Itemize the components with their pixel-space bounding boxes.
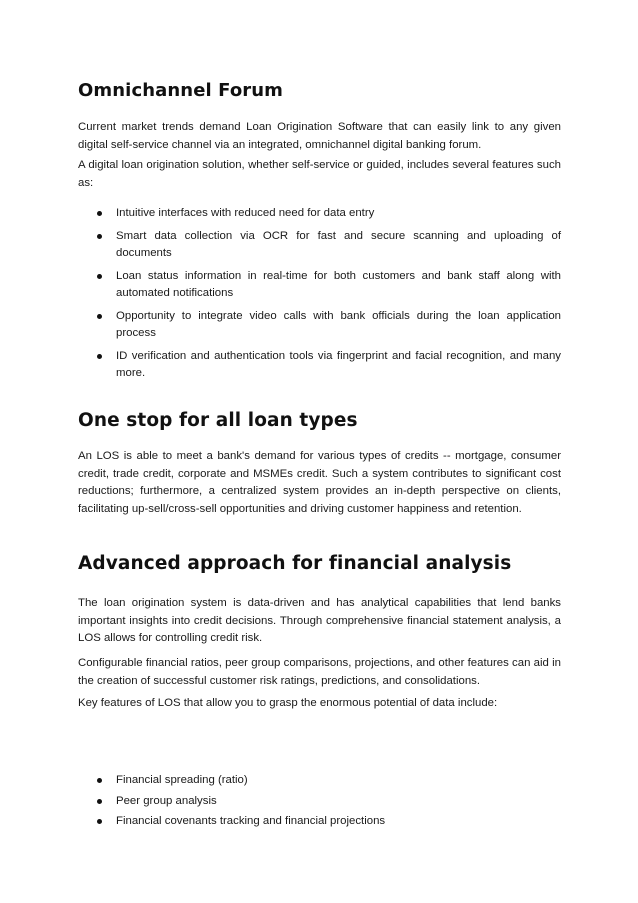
advanced-bullet-list <box>78 772 561 834</box>
bullet-icon <box>97 234 102 239</box>
list-item <box>78 308 561 343</box>
omnichannel-paragraph-1 <box>78 119 561 154</box>
list-item-text: Intuitive interfaces with reduced need for data entry <box>116 207 375 219</box>
bullet-icon <box>97 819 102 824</box>
bullet-icon <box>97 799 102 804</box>
advanced-paragraph-1 <box>78 595 561 648</box>
omnichannel-bullet-list <box>78 205 561 388</box>
bullet-icon <box>97 211 102 216</box>
list-item <box>78 268 561 303</box>
list-item <box>78 228 561 263</box>
list-item <box>78 205 561 223</box>
paragraph-text: The loan origination system is data-driven and has analytical capabilities that lend banks important insights into credit decisions. Through comprehensive financial statement analysis, a LOS allows for controlling credit risk. <box>78 597 561 644</box>
list-item <box>78 813 561 831</box>
list-item <box>78 772 561 790</box>
bullet-icon <box>97 778 102 783</box>
list-item <box>78 793 561 811</box>
paragraph-text: Current market trends demand Loan Origination Software that can easily link to any given digital self-service channel via an integrated, omnichannel digital banking forum. <box>78 121 561 151</box>
list-item-text: Peer group analysis <box>116 794 217 807</box>
paragraph-text: An LOS is able to meet a bank's demand for various types of credits -- mortgage, consumer credit, trade credit, corporate and MSMEs credit. Such a system contributes to significant cost reductions; furthermore, a centralized system provides an in-depth perspective on clients, facilitating up-sell/cross-sell opportunities and driving customer happiness and retention. <box>78 450 561 515</box>
list-item-text: Smart data collection via OCR for fast and secure scanning and uploading of documents <box>116 229 561 259</box>
list-item-text: Loan status information in real-time for both customers and bank staff along with automated notifications <box>116 269 561 299</box>
heading-advanced-approach: Advanced approach for financial analysis <box>78 553 512 574</box>
list-item <box>78 348 561 383</box>
advanced-paragraph-2 <box>78 655 561 690</box>
heading-one-stop: One stop for all loan types <box>78 410 358 431</box>
bullet-icon <box>97 354 102 359</box>
advanced-paragraph-3 <box>78 695 561 713</box>
paragraph-text: Key features of LOS that allow you to grasp the enormous potential of data include: <box>78 697 498 709</box>
list-item-text: Financial covenants tracking and financial projections <box>116 815 386 827</box>
paragraph-text: Configurable financial ratios, peer group comparisons, projections, and other features can aid in the creation of successful customer risk ratings, predictions, and consolidations. <box>78 657 561 687</box>
one-stop-paragraph <box>78 448 561 518</box>
list-item-text: Opportunity to integrate video calls with bank officials during the loan application process <box>116 309 561 339</box>
omnichannel-paragraph-2 <box>78 157 561 192</box>
heading-omnichannel-forum: Omnichannel Forum <box>78 80 284 101</box>
list-item-text: ID verification and authentication tools via fingerprint and facial recognition, and many more. <box>116 349 561 379</box>
bullet-icon <box>97 314 102 319</box>
bullet-icon <box>97 274 102 279</box>
paragraph-text: A digital loan origination solution, whether self-service or guided, includes several features such as: <box>78 159 561 189</box>
list-item-text: Financial spreading (ratio) <box>116 774 248 786</box>
